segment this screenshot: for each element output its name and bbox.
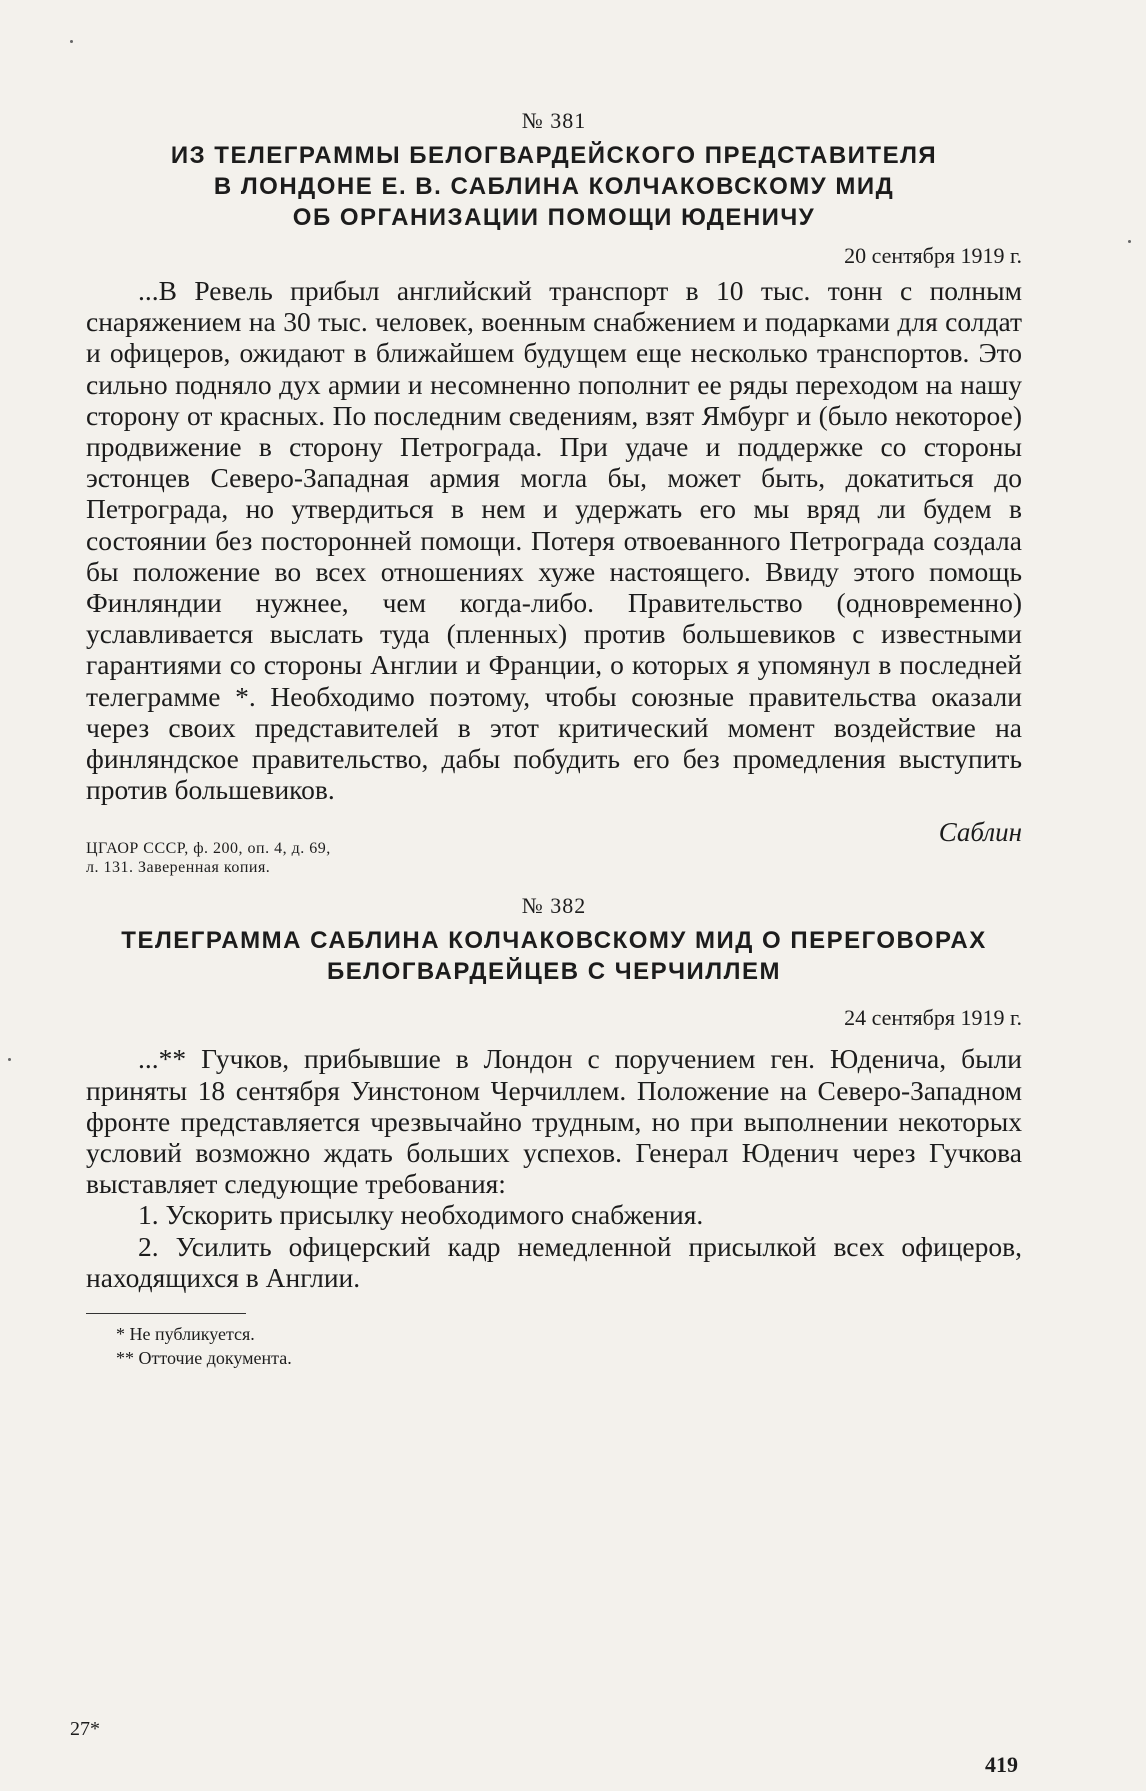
footnote-divider: [86, 1313, 246, 1314]
list-item: 1. Ускорить присылку необходимого снабжения.: [138, 1199, 704, 1231]
body-paragraph: ...В Ревель прибыл английский транспорт в 10 тыс. тонн с полным снаряжением на 30 тыс. человек, военным снабжением и подарками для солдат и офицеров, ожидают в ближайшем будущем еще несколько транспортов. Это сильно подняло дух армии и несомненно пополнит ее ряды переходом на нашу сторону от красных. По последним сведениям, взят Ямбург и (было некоторое) продвижение в сторону Петрограда. При удаче и поддержке со стороны эстонцев Северо-Западная армия могла бы, может быть, докатиться до Петрограда, но утвердиться в нем и удержать его мы вряд ли будем в состоянии без посторонней помощи. Потеря отвоеванного Петрограда создала бы положение во всех отношениях хуже настоящего. Ввиду этого помощь Финляндии нужнее, чем когда-либо. Правительство (одновременно) уславливается выслать туда (пленных) против большевиков с известными гарантиями со стороны Англии и Франции, о которых я упомянул в последней телеграмме *. Необходимо поэтому, чтобы союзные правительства оказали через своих представителей в этот критический момент воздействие на финляндское правительство, дабы побудить его без промедления выступить против большевиков.: [86, 275, 1022, 806]
source-line: ЦГАОР СССР, ф. 200, оп. 4, д. 69,: [86, 840, 331, 858]
document-date: 24 сентября 1919 г.: [844, 1005, 1022, 1031]
title-line: ОБ ОРГАНИЗАЦИИ ПОМОЩИ ЮДЕНИЧУ: [292, 204, 816, 231]
body-paragraph: ...** Гучков, прибывшие в Лондон с поручением ген. Юденича, были приняты 18 сентября Уинстоном Черчиллем. Положение на Северо-Западном фронте представляется чрезвычайно трудным, но при выполнении некоторых условий возможно ждать больших успехов. Генерал Юденич через Гучкова выставляет следующие требования:: [86, 1043, 1022, 1200]
title-line: БЕЛОГВАРДЕЙЦЕВ С ЧЕРЧИЛЛЕМ: [327, 958, 781, 986]
footnote: ** Отточие документа.: [116, 1348, 292, 1369]
archive-source: [86, 839, 1022, 877]
list-item: 2. Усилить офицерский кадр немедленной присылкой всех офицеров, находящихся в Англии.: [86, 1230, 1022, 1293]
document-382: [86, 893, 1022, 1293]
signature-mark: 27*: [70, 1718, 100, 1740]
document-title: [86, 140, 1022, 233]
footnotes: [86, 1322, 1022, 1370]
document-number: № 381: [521, 108, 587, 133]
document-date: 20 сентября 1919 г.: [844, 243, 1022, 268]
document-body: [86, 1043, 1022, 1293]
print-speck: [8, 1058, 11, 1061]
document-title: [86, 925, 1022, 987]
title-line: ТЕЛЕГРАММА САБЛИНА КОЛЧАКОВСКОМУ МИД О ПЕРЕГОВОРАХ: [121, 927, 987, 955]
title-line: ИЗ ТЕЛЕГРАММЫ БЕЛОГВАРДЕЙСКОГО ПРЕДСТАВИТЕЛЯ: [170, 142, 938, 169]
page-number: 419: [985, 1752, 1018, 1777]
document-number: № 382: [521, 893, 587, 919]
title-line: В ЛОНДОНЕ Е. В. САБЛИНА КОЛЧАКОВСКОМУ МИД: [213, 173, 895, 200]
footnote: * Не публикуется.: [116, 1324, 255, 1345]
signature: Саблин: [938, 817, 1022, 848]
print-speck: [70, 40, 73, 43]
document-381: [86, 108, 1022, 877]
page-content: [86, 108, 1022, 1370]
document-body: [86, 275, 1022, 805]
print-speck: [1128, 240, 1131, 243]
source-line: л. 131. Заверенная копия.: [86, 859, 271, 877]
